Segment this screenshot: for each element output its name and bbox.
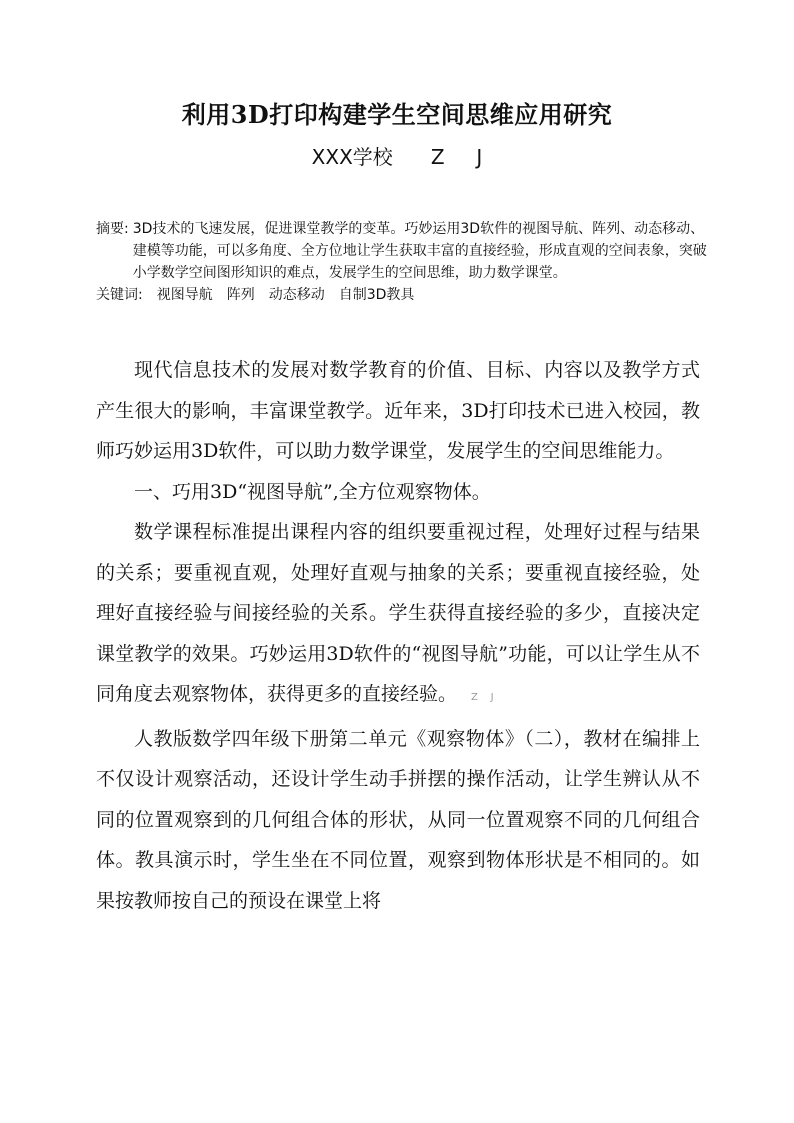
keyword-item: 视图导航 (156, 287, 213, 303)
section-heading: 一、巧用3D“视图导航”,全方位观察物体。 (134, 480, 491, 503)
abstract-text: 3D技术的飞速发展，促进课堂教学的变革。巧妙运用3D软件的视图导航、阵列、动态移动、建模等功能，可以多角度、全方位地让学生获取丰富的直接经验，形成直观的空间表象，突破小学数学空间图形知识的难点，发展学生的空间思维，助力数学课堂。 (132, 221, 707, 281)
keyword-item: 动态移动 (268, 287, 325, 303)
keywords-label: 关键词: (96, 287, 143, 303)
body-paragraph-standard (96, 512, 700, 719)
keyword-item: 阵列 (226, 287, 255, 303)
keyword-item: 自制3D教具 (338, 287, 415, 303)
keywords-row (96, 284, 716, 306)
body-text (96, 350, 700, 921)
author-line: XXX学校 Z J (311, 145, 483, 169)
abstract-block (96, 218, 716, 306)
body-paragraph-standard-text: 数学课程标准提出课程内容的组织要重视过程，处理好过程与结果的关系；要重视直观，处理好直观与抽象的关系；要重视直接经验，处理好直接经验与间接经验的关系。学生获得直接经验的多少，直接决定课堂教学的效果。巧妙运用3D软件的“视图导航”功能，可以让学生从不同角度去观察物体，获得更多的直接经验。 (96, 521, 700, 705)
body-paragraph-intro: 现代信息技术的发展对数学教育的价值、目标、内容以及教学方式产生很大的影响，丰富课堂教学。近年来，3D打印技术已进入校园，教师巧妙运用3D软件，可以助力数学课堂，发展学生的空间思维能力。 (96, 359, 700, 462)
document-title: 利用3D打印构建学生空间思维应用研究 (181, 100, 613, 129)
abstract-label: 摘要: (96, 221, 129, 237)
abstract-row (96, 218, 716, 284)
inline-watermark: Z J (471, 692, 494, 703)
body-paragraph-textbook: 人教版数学四年级下册第二单元《观察物体》（二），教材在编排上不仅设计观察活动，还设计学生动手拼摆的操作活动，让学生辨认从不同的位置观察到的几何组合体的形状，从同一位置观察不同的几何组合体。教具演示时，学生坐在不同位置，观察到物体形状是不相同的。如果按教师按自己的预设在课堂上将 (96, 727, 700, 912)
